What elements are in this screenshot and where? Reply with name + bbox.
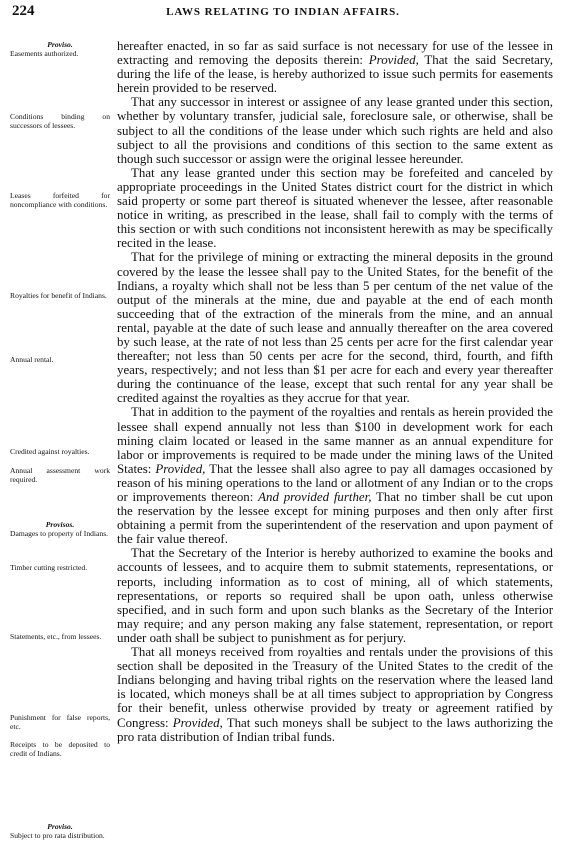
margin-note-text: Receipts to be deposited to credit of Indians. — [10, 740, 110, 758]
page-number: 224 — [12, 3, 35, 19]
text-run: That such moneys shall be subject to the laws authorizing the pro rata distribution of Indian tribal funds. — [117, 715, 553, 744]
margin-note-head: Provisos. — [45, 520, 75, 529]
margin-note-leases-forfeited — [10, 192, 110, 209]
proviso-word: And provided further, — [258, 490, 372, 504]
margin-note-successors — [10, 113, 110, 130]
text-run: That the said Secretary, during the life of the lease, is hereby authorized to issue such permits for easements herein provided to be reserved. — [117, 53, 553, 96]
margin-note-punishment — [10, 714, 110, 731]
paragraph-moneys — [117, 645, 553, 744]
margin-note-text: Damages to property of Indians. — [10, 528, 109, 538]
running-head: LAWS RELATING TO INDIAN AFFAIRS. — [166, 6, 400, 18]
paragraph-royalties: That for the privilege of mining or extracting the mineral deposits in the ground covered by the lease the lessee shall pay to the United States, for the benefit of the Indians, a royalty which shall not be less than 5 per centum of the net value of the output of the minerals at the mine, due and payable at the end of each month succeeding that of the extraction of the minerals from the mine, and an annual rental, payable at the date of such lease and annually thereafter on the area covered by such lease, at the rate of not less than 25 cents per acre for the first calendar year thereafter; not less than 50 cents per acre for the second, third, fourth, and fifth years, respectively; and not less than $1 per acre for each and every year thereafter during the continuance of the lease, except that such rental for any year shall be credited against the royalties as they accrue for that year. — [117, 250, 553, 406]
margin-note-annual-rental — [10, 356, 110, 365]
margin-note-text: Leases forfeited for noncompliance with conditions. — [10, 191, 110, 209]
margin-note-text: Timber cutting restricted. — [10, 563, 88, 572]
margin-note-text: Conditions binding on successors of lessees. — [10, 112, 110, 130]
margin-note-text: Easements authorized. — [10, 48, 79, 58]
margin-note-timber — [10, 564, 110, 573]
margin-note-text: Punishment for false reports, etc. — [10, 713, 110, 731]
page-header — [8, 3, 558, 23]
margin-note-assessment-work — [10, 467, 110, 484]
proviso-word: Provided, — [172, 715, 223, 730]
text-run: That the lessee shall also agree to pay all damages occasioned by reason of his mining operations to the land or allotment of any Indian or to the crops or improvements thereon: — [117, 461, 553, 504]
text-run: That no timber shall be cut upon the reservation by the lessee except for mining purposes and then only after first obtaining a permit from the superintendent of the reservation and upon payment of the fair value thereof. — [117, 490, 554, 547]
margin-note-text: Annual assessment work required. — [10, 466, 110, 484]
margin-note-easements — [10, 41, 110, 58]
paragraph-statements: That the Secretary of the Interior is hereby authorized to examine the books and accounts of lessees, and to acquire them to submit statements, representations, or reports, including information as to cost of mining, all of which statements, representations, or reports so required shall be upon oath, unless otherwise specified, and in such form and upon such blanks as the Secretary of the Interior may require; and any person making any false statement, representation, or report under oath shall be subject to punishment as for perjury. — [117, 546, 553, 645]
statute-body — [117, 39, 553, 744]
text-run: That in addition to the payment of the royalties and rentals as herein provided the lessee shall expend annually not less than $100 in development work for each mining claim located or leased in the same manner as an annual expenditure for labor or improvements is required to be made under the mining laws of the United States: — [117, 405, 553, 476]
margin-note-royalties — [10, 292, 110, 301]
margin-note-text: Royalties for benefit of Indians. — [10, 291, 107, 300]
margin-note-statements — [10, 633, 110, 642]
margin-note-credited — [10, 448, 110, 457]
paragraph-easements — [117, 39, 553, 95]
margin-note-head: Proviso. — [47, 822, 73, 831]
paragraph-forfeiture: That any lease granted under this section may be forefeited and canceled by appropriate proceedings in the United States district court for the district in which said property or some part thereof is situated whenever the lessee, after reasonable notice in writing, as prescribed in the lease, shall fail to comply with the terms of this section or with such conditions not inconsistent herewith as may be specifically recited in the lease. — [117, 165, 553, 251]
margin-note-text: Statements, etc., from lessees. — [10, 632, 102, 641]
margin-note-damages — [10, 521, 110, 538]
margin-note-head: Proviso. — [47, 40, 73, 49]
margin-note-pro-rata — [10, 823, 110, 840]
proviso-word: Provided, — [155, 461, 206, 476]
proviso-word: Provided, — [368, 53, 419, 68]
paragraph-development-work — [117, 405, 553, 546]
margin-note-receipts — [10, 741, 110, 758]
text-run: hereafter enacted, in so far as said surface is not necessary for use of the lessee in extracting and removing the deposits therein: — [117, 39, 553, 68]
margin-note-text: Subject to pro rata distribution. — [10, 830, 105, 840]
margin-note-text: Credited against royalties. — [10, 447, 90, 456]
margin-note-text: Annual rental. — [10, 355, 54, 364]
paragraph-successors: That any successor in interest or assignee of any lease granted under this section, whether by voluntary transfer, judicial sale, foreclosure sale, or otherwise, shall be subject to all the conditions of the lease under which such rights are held and also subject to all the provisions and conditions of this section to the same extent as though such successor or assign were the original lessee hereunder. — [117, 95, 553, 166]
text-run: That all moneys received from royalties and rentals under the provisions of this section shall be deposited in the Treasury of the United States to the credit of the Indians belonging and having tribal rights on the reservation where the leased land is located, which moneys shall be at all times subject to appropriation by Congress for their benefit, unless otherwise provided by treaty or agreement ratified by Congress: — [117, 645, 553, 730]
